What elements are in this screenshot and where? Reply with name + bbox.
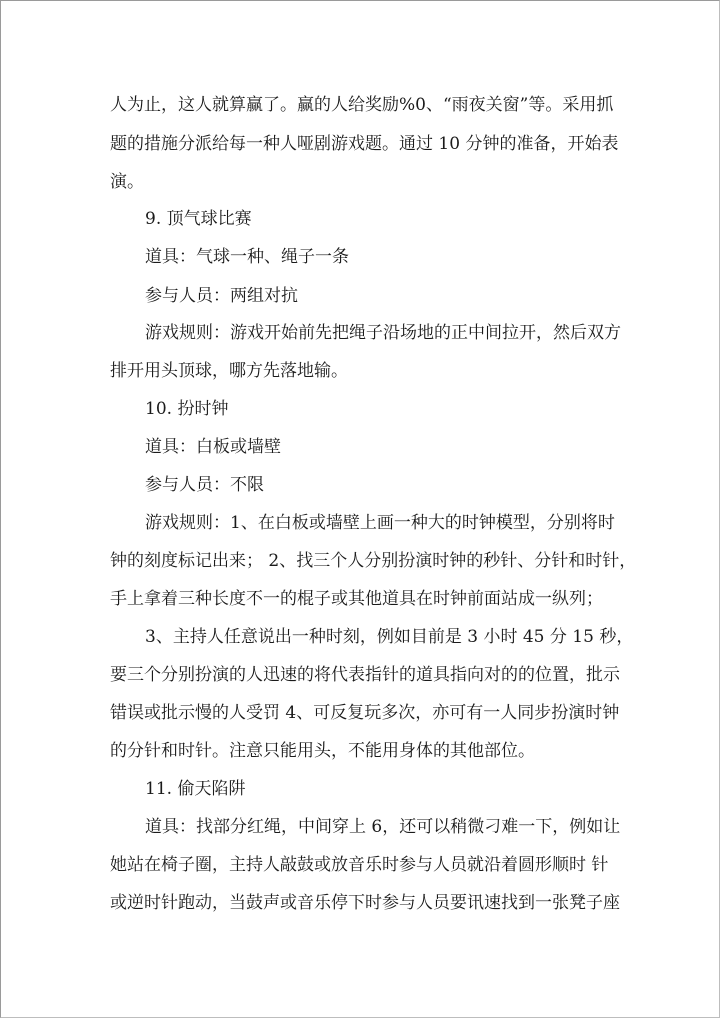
paragraph-line: 3、主持人任意说出一种时刻，例如目前是 3 小时 45 分 15 秒， (145, 627, 634, 647)
section-heading: 11. 偷天陷阱 (145, 779, 246, 799)
paragraph-line: 要三个分别扮演的人迅速的将代表指针的道具指向对的的位置，批示 (110, 665, 620, 685)
participants-line: 参与人员：不限 (145, 475, 264, 495)
paragraph-line: 排开用头顶球，哪方先落地输。 (110, 361, 348, 381)
paragraph-line: 题的措施分派给每一种人哑剧游戏题。通过 10 分钟的准备，开始表 (110, 134, 619, 154)
props-line: 道具：找部分红绳，中间穿上 6，还可以稍微刁难一下，例如让 (145, 817, 621, 837)
paragraph-line: 的分针和时针。注意只能用头，不能用身体的其他部位。 (110, 741, 535, 761)
paragraph-line: 她站在椅子圈，主持人敲鼓或放音乐时参与人员就沿着圆形顺时 针 (110, 855, 609, 875)
rules-line: 游戏规则：1、在白板或墙壁上画一种大的时钟模型，分别将时 (145, 513, 615, 533)
paragraph-line: 演。 (110, 172, 144, 192)
section-heading: 10. 扮时钟 (145, 399, 229, 419)
paragraph-line: 人为止，这人就算赢了。赢的人给奖励%0、“雨夜关窗”等。采用抓 (110, 95, 614, 115)
rules-line: 游戏规则：游戏开始前先把绳子沿场地的正中间拉开，然后双方 (145, 323, 621, 343)
paragraph-line: 手上拿着三种长度不一的棍子或其他道具在时钟前面站成一纵列； (110, 589, 603, 609)
paragraph-line: 或逆时针跑动，当鼓声或音乐停下时参与人员要讯速找到一张凳子座 (110, 893, 620, 913)
section-heading: 9. 顶气球比赛 (145, 209, 252, 229)
props-line: 道具：白板或墙壁 (145, 437, 281, 457)
participants-line: 参与人员：两组对抗 (145, 286, 298, 306)
paragraph-line: 钟的刻度标记出来； 2、找三个人分别扮演时钟的秒针、分针和时针， (110, 551, 637, 571)
props-line: 道具：气球一种、绳子一条 (145, 247, 349, 267)
paragraph-line: 错误或批示慢的人受罚 4、可反复玩多次，亦可有一人同步扮演时钟 (110, 703, 620, 723)
